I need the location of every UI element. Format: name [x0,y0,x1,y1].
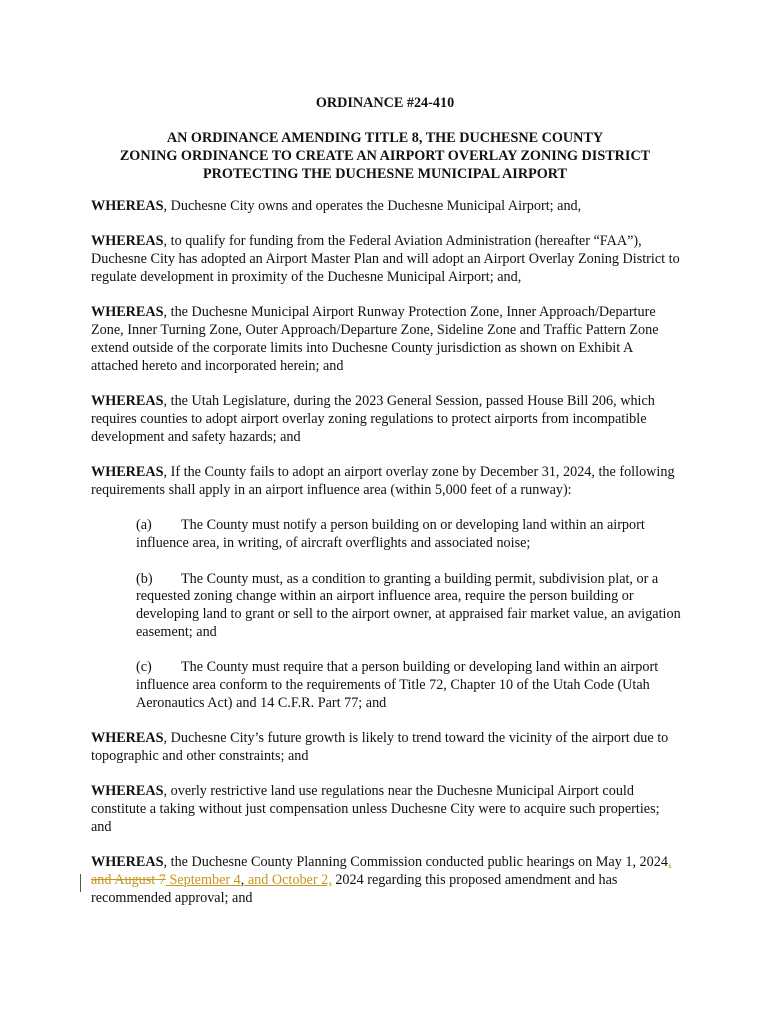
whereas-label: WHEREAS [91,854,164,871]
paragraph-text: 2024 regarding this proposed amendment and has recommended approval; and [91,872,618,907]
whereas-paragraph [91,464,681,500]
whereas-label: WHEREAS [91,393,164,410]
paragraph-text: , the Duchesne Municipal Airport Runway Protection Zone, Inner Approach/Departure Zone, Inner Turning Zone, Outer Approach/Departure Zone, Sideline Zone and Traffic Pattern Zone extend outside of the corporate limits into Duchesne County jurisdiction as shown on Exhibit A attached hereto and incorporated herein; and [91,304,659,374]
whereas-label: WHEREAS [91,730,164,747]
change-bar [80,874,81,892]
heading-line: AN ORDINANCE AMENDING TITLE 8, THE DUCHESNE COUNTY [166,130,604,146]
inserted-text: and October 2, [244,872,332,889]
whereas-label: WHEREAS [91,304,164,321]
heading-line: ZONING ORDINANCE TO CREATE AN AIRPORT OVERLAY ZONING DISTRICT [119,147,651,164]
subitem-label: (b) [136,570,153,587]
inserted-text: , [667,854,672,871]
subitem [136,571,681,642]
subitem [136,517,681,553]
paragraph-text: , the Duchesne County Planning Commission conducted public hearings on May 1, 2024 [163,854,668,871]
subitem-text: The County must notify a person building on or developing land within an airport influence area, in writing, of aircraft overflights and associated noise; [136,517,645,552]
whereas-label: WHEREAS [91,198,164,214]
paragraph-text: , to qualify for funding from the Federal Aviation Administration (hereafter “FAA”), Duchesne City has adopted an Airport Master Plan and will adopt an Airport Overlay Zoning District to regulate development in proximity of the Duchesne Municipal Airport; and, [91,233,680,285]
ordinance-title: ORDINANCE #24-410 [315,95,455,111]
whereas-label: WHEREAS [91,233,164,250]
subitem-text: The County must require that a person building or developing land within an airport influence area conform to the requirements of Title 72, Chapter 10 of the Utah Code (Utah Aeronautics Act) and 14 C.F.R. Part 77; and [136,659,659,711]
subitem-label: (a) [136,517,152,534]
paragraph-text: , [240,872,245,889]
whereas-paragraph [91,233,681,286]
paragraph-text: , the Utah Legislature, during the 2023 General Session, passed House Bill 206, which requires counties to adopt airport overlay zoning regulations to protect airports from incompatible development and safety hazards; and [91,393,655,445]
whereas-paragraph [91,304,681,375]
whereas-label: WHEREAS [91,783,164,800]
paragraph-text: , If the County fails to adopt an airport overlay zone by December 31, 2024, the following requirements shall apply in an airport influence area (within 5,000 feet of a runway): [91,464,675,498]
whereas-paragraph [91,783,681,836]
deleted-text: and August 7 [91,872,166,889]
subitem-label: (c) [136,659,152,676]
document-body [91,198,681,925]
heading-line: PROTECTING THE DUCHESNE MUNICIPAL AIRPORT [203,165,567,182]
whereas-paragraph-revised [91,854,681,907]
ordinance-heading [0,130,770,183]
whereas-paragraph [91,730,681,766]
whereas-paragraph [91,393,681,446]
paragraph-text: , Duchesne City owns and operates the Duchesne Municipal Airport; and, [163,198,582,214]
paragraph-text: , overly restrictive land use regulations near the Duchesne Municipal Airport could constitute a taking without just compensation unless Duchesne City were to acquire such properties; and [91,783,660,836]
inserted-text: September 4 [165,872,241,889]
subitem [136,659,681,712]
whereas-paragraph [91,198,681,216]
paragraph-text: , Duchesne City’s future growth is likely to trend toward the vicinity of the airport due to topographic and other constraints; and [91,730,669,765]
subitem-text: The County must, as a condition to granting a building permit, subdivision plat, or a requested zoning change within an airport influence area, require the person building or developing land to grant or sell to the airport owner, at appraised fair market value, an avigation easement; and [136,570,681,640]
whereas-label: WHEREAS [91,464,164,481]
